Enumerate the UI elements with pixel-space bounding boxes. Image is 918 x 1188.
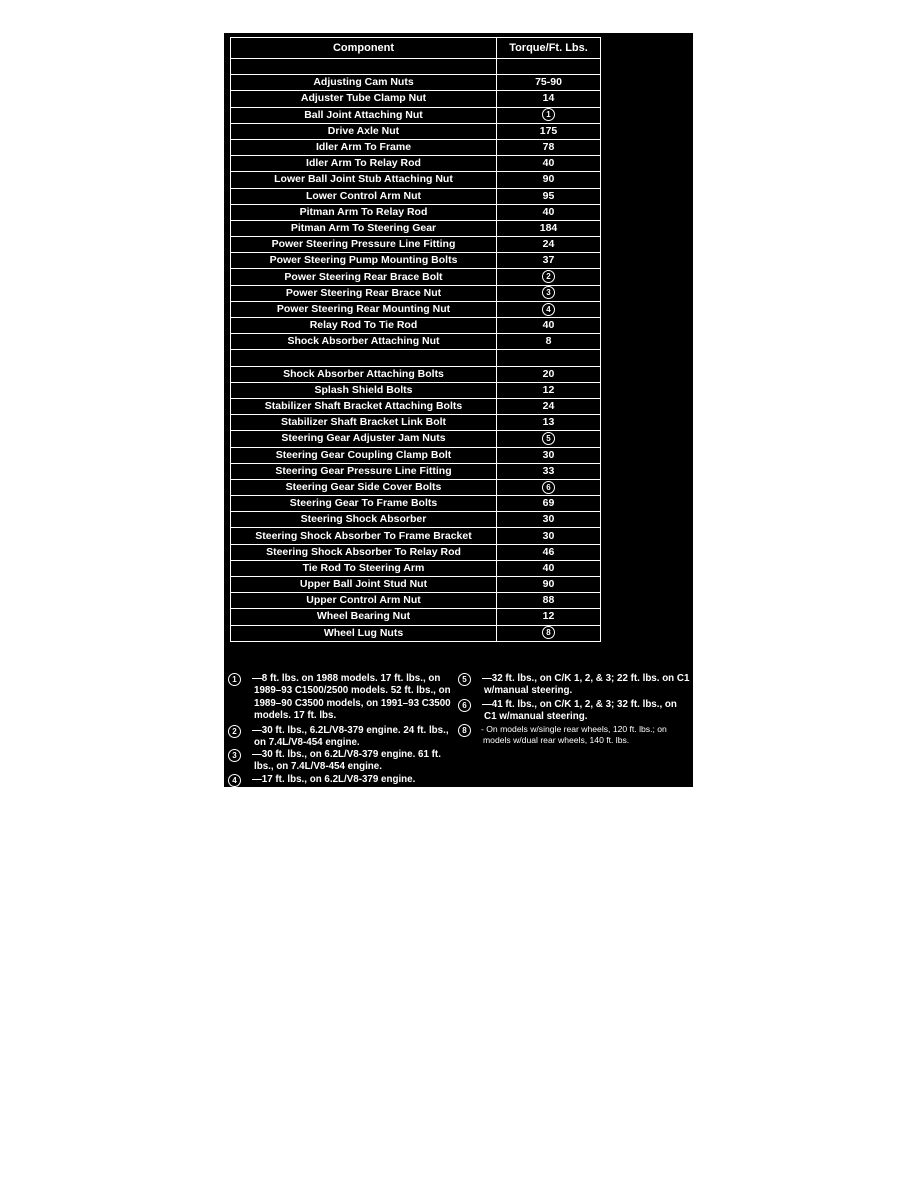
table-row xyxy=(231,479,601,495)
torque-cell: 40 xyxy=(497,156,601,172)
component-cell: Idler Arm To Relay Rod xyxy=(231,156,497,172)
footnote-1 xyxy=(228,673,456,722)
torque-cell xyxy=(497,625,601,641)
torque-cell: 33 xyxy=(497,463,601,479)
footnote-marker-icon: 2 xyxy=(228,725,241,738)
component-cell: Splash Shield Bolts xyxy=(231,382,497,398)
table-row xyxy=(231,172,601,188)
torque-cell: 95 xyxy=(497,188,601,204)
component-cell: Upper Control Arm Nut xyxy=(231,593,497,609)
component-cell: Stabilizer Shaft Bracket Attaching Bolts xyxy=(231,398,497,414)
torque-cell: 14 xyxy=(497,91,601,107)
table-row xyxy=(231,156,601,172)
component-cell: Drive Axle Nut xyxy=(231,123,497,139)
component-cell: Power Steering Rear Mounting Nut xyxy=(231,301,497,317)
footnote-marker-icon: 8 xyxy=(458,724,471,737)
table-row xyxy=(231,560,601,576)
component-cell: Lower Ball Joint Stub Attaching Nut xyxy=(231,172,497,188)
footnote-marker-icon: 5 xyxy=(458,673,471,686)
torque-cell: 12 xyxy=(497,382,601,398)
table-row xyxy=(231,75,601,91)
component-cell: Power Steering Rear Brace Nut xyxy=(231,285,497,301)
torque-cell: 30 xyxy=(497,512,601,528)
torque-cell: 40 xyxy=(497,318,601,334)
footnote-2 xyxy=(228,725,456,750)
torque-cell: 69 xyxy=(497,496,601,512)
torque-cell: 37 xyxy=(497,253,601,269)
component-cell: Shock Absorber Attaching Bolts xyxy=(231,366,497,382)
table-row xyxy=(231,496,601,512)
table-row xyxy=(231,463,601,479)
footnote-marker-icon: 4 xyxy=(228,774,241,787)
component-cell: Tie Rod To Steering Arm xyxy=(231,560,497,576)
torque-cell xyxy=(497,479,601,495)
torque-table xyxy=(230,37,601,642)
table-row xyxy=(231,253,601,269)
table-row xyxy=(231,382,601,398)
footnote-text: —30 ft. lbs., 6.2L/V8-379 engine. 24 ft. lbs., on 7.4L/V8-454 engine. xyxy=(252,725,449,749)
table-row xyxy=(231,415,601,431)
torque-header: Torque/Ft. Lbs. xyxy=(497,38,601,59)
component-cell: Stabilizer Shaft Bracket Link Bolt xyxy=(231,415,497,431)
table-row xyxy=(231,577,601,593)
table-row xyxy=(231,237,601,253)
torque-cell: 24 xyxy=(497,237,601,253)
footnote-ref-icon: 6 xyxy=(542,481,555,494)
component-cell: Adjuster Tube Clamp Nut xyxy=(231,91,497,107)
component-cell: Steering Shock Absorber To Frame Bracket xyxy=(231,528,497,544)
torque-cell: 75-90 xyxy=(497,75,601,91)
table-row xyxy=(231,593,601,609)
torque-cell: 175 xyxy=(497,123,601,139)
torque-cell xyxy=(497,431,601,447)
footnote-5 xyxy=(458,673,690,698)
footnote-marker-icon: 3 xyxy=(228,749,241,762)
table-row xyxy=(231,398,601,414)
table-row xyxy=(231,107,601,123)
torque-cell: 90 xyxy=(497,577,601,593)
torque-cell: 184 xyxy=(497,220,601,236)
footnote-3 xyxy=(228,749,456,774)
torque-cell: 88 xyxy=(497,593,601,609)
component-cell: Steering Gear Coupling Clamp Bolt xyxy=(231,447,497,463)
torque-cell: 30 xyxy=(497,528,601,544)
footnote-marker-icon: 6 xyxy=(458,699,471,712)
table-row xyxy=(231,431,601,447)
table-row xyxy=(231,544,601,560)
table-body xyxy=(231,75,601,642)
torque-cell: 30 xyxy=(497,447,601,463)
torque-cell xyxy=(497,107,601,123)
table-row xyxy=(231,91,601,107)
torque-cell: 24 xyxy=(497,398,601,414)
table-row xyxy=(231,609,601,625)
component-cell: Steering Gear Side Cover Bolts xyxy=(231,479,497,495)
table-row xyxy=(231,625,601,641)
footnote-8 xyxy=(458,724,690,745)
table-row xyxy=(231,204,601,220)
component-cell: Power Steering Pump Mounting Bolts xyxy=(231,253,497,269)
footnote-ref-icon: 2 xyxy=(542,270,555,283)
table-header-row xyxy=(231,38,601,59)
component-cell: Adjusting Cam Nuts xyxy=(231,75,497,91)
table-row xyxy=(231,123,601,139)
footnote-text: —8 ft. lbs. on 1988 models. 17 ft. lbs., on 1989–93 C1500/2500 models. 52 ft. lbs., on 1989–90 C3500 models, on 1991–93 C3500 models. 17 ft. lbs. xyxy=(252,673,451,721)
footnote-text: —32 ft. lbs., on C/K 1, 2, & 3; 22 ft. lbs. on C1 w/manual steering. xyxy=(482,673,690,697)
footnote-text: —41 ft. lbs., on C/K 1, 2, & 3; 32 ft. lbs., on C1 w/manual steering. xyxy=(482,699,677,723)
component-cell: Relay Rod To Tie Rod xyxy=(231,318,497,334)
component-cell: Idler Arm To Frame xyxy=(231,139,497,155)
torque-cell: 12 xyxy=(497,609,601,625)
table-row xyxy=(231,318,601,334)
footnote-ref-icon: 4 xyxy=(542,303,555,316)
torque-cell xyxy=(497,301,601,317)
torque-cell: 90 xyxy=(497,172,601,188)
table-row xyxy=(231,528,601,544)
torque-cell: 13 xyxy=(497,415,601,431)
table-row xyxy=(231,269,601,285)
torque-cell: 40 xyxy=(497,204,601,220)
torque-cell: 8 xyxy=(497,334,601,350)
footnote-text: - On models w/single rear wheels, 120 ft. lbs.; on models w/dual rear wheels, 140 ft. lbs. xyxy=(481,724,667,745)
component-cell: Ball Joint Attaching Nut xyxy=(231,107,497,123)
torque-cell: 40 xyxy=(497,560,601,576)
component-cell: Steering Gear To Frame Bolts xyxy=(231,496,497,512)
torque-cell: 20 xyxy=(497,366,601,382)
footnote-6 xyxy=(458,699,690,724)
component-cell: Steering Shock Absorber xyxy=(231,512,497,528)
table-row xyxy=(231,334,601,350)
table-spacer-row xyxy=(231,350,601,366)
component-cell: Lower Control Arm Nut xyxy=(231,188,497,204)
component-cell: Pitman Arm To Steering Gear xyxy=(231,220,497,236)
table-row xyxy=(231,366,601,382)
component-cell: Shock Absorber Attaching Nut xyxy=(231,334,497,350)
component-cell: Power Steering Pressure Line Fitting xyxy=(231,237,497,253)
component-cell: Steering Gear Adjuster Jam Nuts xyxy=(231,431,497,447)
table-row xyxy=(231,139,601,155)
component-cell: Steering Gear Pressure Line Fitting xyxy=(231,463,497,479)
footnote-ref-icon: 1 xyxy=(542,108,555,121)
table-spacer-row xyxy=(231,59,601,75)
footnote-marker-icon: 1 xyxy=(228,673,241,686)
component-cell: Pitman Arm To Relay Rod xyxy=(231,204,497,220)
torque-cell: 46 xyxy=(497,544,601,560)
component-cell: Power Steering Rear Brace Bolt xyxy=(231,269,497,285)
component-cell: Upper Ball Joint Stud Nut xyxy=(231,577,497,593)
footnote-ref-icon: 5 xyxy=(542,432,555,445)
footnote-text: —30 ft. lbs., on 6.2L/V8-379 engine. 61 ft. lbs., on 7.4L/V8-454 engine. xyxy=(252,749,441,773)
component-cell: Wheel Lug Nuts xyxy=(231,625,497,641)
component-cell: Wheel Bearing Nut xyxy=(231,609,497,625)
table-row xyxy=(231,285,601,301)
component-cell: Steering Shock Absorber To Relay Rod xyxy=(231,544,497,560)
table-row xyxy=(231,301,601,317)
table-row xyxy=(231,220,601,236)
torque-spec-panel xyxy=(224,33,693,787)
torque-cell xyxy=(497,269,601,285)
table-row xyxy=(231,512,601,528)
table-row xyxy=(231,447,601,463)
footnote-ref-icon: 3 xyxy=(542,286,555,299)
footnote-4 xyxy=(228,774,456,786)
torque-cell: 78 xyxy=(497,139,601,155)
torque-cell xyxy=(497,285,601,301)
footnote-ref-icon: 8 xyxy=(542,626,555,639)
component-header: Component xyxy=(231,38,497,59)
table-row xyxy=(231,188,601,204)
footnote-text: —17 ft. lbs., on 6.2L/V8-379 engine. xyxy=(252,774,416,785)
